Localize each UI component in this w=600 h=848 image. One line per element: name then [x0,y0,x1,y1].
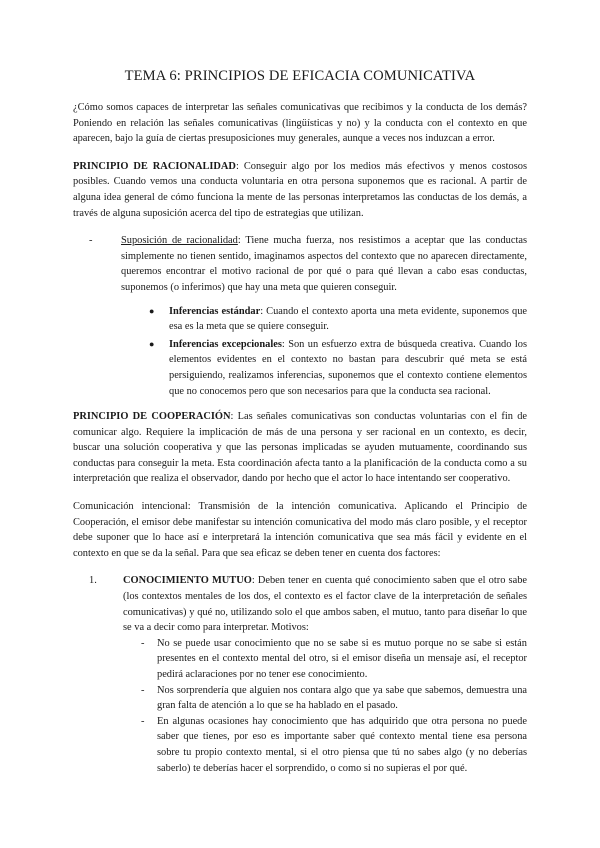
cooperacion-heading: PRINCIPIO DE COOPERACIÓN [73,411,231,423]
inferencia-item [149,304,527,335]
inferencia-text: : Son un esfuerzo extra de búsqueda creativa. Cuando los elementos evidentes en el contexto no bastan para descubrir qué meta se está persiguiendo, realizamos inferencias, suponemos que el contexto contiene elementos que no conocemos pero que son necesarios para que la conducta sea racional. [169,338,527,397]
factor-label: CONOCIMIENTO MUTUO [123,575,252,587]
inferencias-list [121,304,527,400]
suposicion-label: Suposición de racionalidad [121,235,238,247]
inferencia-item [149,337,527,399]
motivo-item [123,636,527,683]
dash-marker: - [89,235,93,247]
bullet-marker: ● [149,305,155,316]
factores-list [73,573,527,776]
cooperacion-paragraph [73,409,527,487]
dash-marker: - [141,637,145,649]
comunicacion-intencional-paragraph: Comunicación intencional: Transmisión de la intención comunicativa. Aplicando el Principio de Cooperación, el emisor debe manifestar su intención comunicativa del modo más claro posible, y el receptor debe suponer que lo hace así e interpretará la intención comunicativa que sea más fácil y evidente en el contexto en que se da la señal. Para que sea eficaz se deben tener en cuenta dos factores: [73,501,527,559]
inferencia-label: Inferencias estándar [169,305,261,317]
motivo-item [123,683,527,714]
suposicion-list [73,233,527,399]
inferencia-label: Inferencias excepcionales [169,338,282,350]
suposicion-text: : Tiene mucha fuerza, nos resistimos a aceptar que las conductas simplemente no tienen sentido, imaginamos aspectos del contexto que no aparecen directamente, queremos encontrar el motivo racional de por qué o para qué llevan a cabo esas conductas, suponemos (o inferimos) que hay una meta que quieren conseguir. [121,235,527,293]
racionalidad-heading: PRINCIPIO DE RACIONALIDAD [73,160,236,172]
motivo-text: Nos sorprendería que alguien nos contara algo que ya sabe que sabemos, demuestra una gran falta de atención a lo que se ha hablado en el pasado. [157,684,527,712]
motivo-text: En algunas ocasiones hay conocimiento que has adquirido que otra persona no puede saber que tienes, por eso es importante saber qué contexto mental tiene esa persona sobre tu propio contexto mental, si el otro piensa que tú no sabes algo (y no deberías saberlo) te deberías hacer el sorprendido, o como si no supieras el por qué. [157,715,527,774]
racionalidad-paragraph [73,159,527,221]
motivo-text: No se puede usar conocimiento que no se sabe si es mutuo porque no se sabe si están presentes en el contexto mental del otro, si el emisor diseña un mensaje así, el receptor pedirá aclaraciones por no tener ese conocimiento. [157,637,527,680]
cooperacion-text: : Las señales comunicativas son conductas voluntarias con el fin de comunicar algo. Requiere la implicación de más de una persona y ser racional en un contexto, es decir, buscar una solución cooperativa y que las personas implicadas se ayuden mutuamente, coordinando sus conductas para conseguir la meta. Esta coordinación afecta tanto a la planificación de la conducta como a su interpretación que realiza el observador, dando por hecho que el actor lo hace intentando ser cooperativo. [73,411,527,485]
bullet-marker: ● [149,338,155,349]
motivos-list [123,636,527,776]
inferencia-text: : Cuando el contexto aporta una meta evidente, suponemos que esa es la meta que se quiere conseguir. [169,305,527,333]
intro-paragraph: ¿Cómo somos capaces de interpretar las señales comunicativas que recibimos y la conducta de los demás? Poniendo en relación las señales comunicativas (lingüísticas y no) y la conducta con el contexto en que aparecen, bajo la guía de ciertas presuposiciones muy generales, aunque a veces nos induzcan a error. [73,102,527,145]
page-title: TEMA 6: PRINCIPIOS DE EFICACIA COMUNICATIVA [124,68,476,84]
dash-marker: - [141,715,145,727]
dash-marker: - [141,684,145,696]
motivo-item [123,714,527,776]
factor-text: : Deben tener en cuenta qué conocimiento saben que el otro sabe (los contextos mentales de los dos, el contexto es el factor clave de la interpretación de señales comunicativas) y qué no, utilizando solo el que ambos saben, el mutuo, tanto para diseñar lo que se va a decir como para interpretar. Motivos: [123,575,527,634]
racionalidad-text: : Conseguir algo por los medios más efectivos y menos costosos posibles. Cuando vemos una conducta voluntaria en otra persona suponemos que es racional. A partir de alguna idea general de cómo funciona la mente de las personas interpretamos las conductas de los demás, a través de alguna suposición acerca del tipo de estrategias que utilizan. [73,160,527,219]
number-marker: 1. [89,575,97,587]
factor-item [89,573,527,776]
suposicion-item [89,233,527,399]
